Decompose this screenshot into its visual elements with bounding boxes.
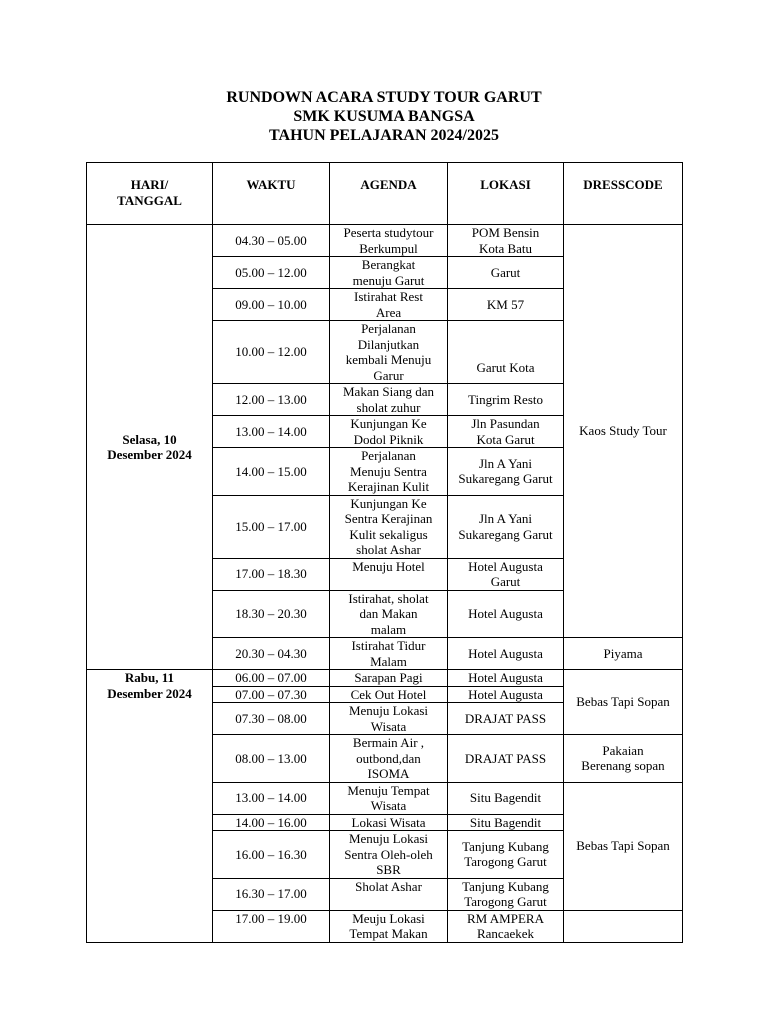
table-row (87, 670, 683, 687)
location-cell: Tanjung Kubang Tarogong Garut (448, 878, 564, 910)
header-agenda: AGENDA (330, 163, 448, 225)
agenda-cell: Meuju Lokasi Tempat Makan (330, 910, 448, 942)
time-cell: 12.00 – 13.00 (213, 384, 330, 416)
dresscode-cell (564, 910, 683, 942)
location-cell: Hotel Augusta (448, 686, 564, 703)
header-waktu: WAKTU (213, 163, 330, 225)
location-cell: POM Bensin Kota Batu (448, 225, 564, 257)
location-cell: Jln A Yani Sukaregang Garut (448, 448, 564, 496)
agenda-cell: Lokasi Wisata (330, 814, 448, 831)
time-cell: 05.00 – 12.00 (213, 257, 330, 289)
location-cell: Hotel Augusta (448, 670, 564, 687)
title-line-2: SMK KUSUMA BANGSA (293, 108, 475, 125)
day-cell (87, 225, 213, 670)
location-cell: RM AMPERA Rancaekek (448, 910, 564, 942)
time-cell: 13.00 – 14.00 (213, 782, 330, 814)
time-cell: 17.00 – 19.00 (213, 910, 330, 942)
agenda-cell: Cek Out Hotel (330, 686, 448, 703)
time-cell: 07.00 – 07.30 (213, 686, 330, 703)
day-text: Rabu, 11 Desember 2024 (107, 670, 192, 701)
location-cell: KM 57 (448, 289, 564, 321)
agenda-cell: Perjalanan Menuju Sentra Kerajinan Kulit (330, 448, 448, 496)
time-cell: 17.00 – 18.30 (213, 558, 330, 590)
dresscode-cell: Bebas Tapi Sopan (564, 670, 683, 735)
location-cell: Situ Bagendit (448, 782, 564, 814)
dresscode-cell: Pakaian Berenang sopan (564, 735, 683, 783)
agenda-cell: Makan Siang dan sholat zuhur (330, 384, 448, 416)
dresscode-cell: Kaos Study Tour (564, 225, 683, 638)
location-cell: Tingrim Resto (448, 384, 564, 416)
agenda-cell: Istirahat Rest Area (330, 289, 448, 321)
agenda-cell: Menuju Tempat Wisata (330, 782, 448, 814)
agenda-cell: Kunjungan Ke Sentra Kerajinan Kulit sekaligus sholat Ashar (330, 495, 448, 558)
header-hari-text: HARI/ TANGGAL (117, 177, 182, 208)
time-cell: 20.30 – 04.30 (213, 638, 330, 670)
agenda-cell: Sarapan Pagi (330, 670, 448, 687)
title-line-1: RUNDOWN ACARA STUDY TOUR GARUT (226, 89, 542, 106)
location-cell: DRAJAT PASS (448, 703, 564, 735)
header-row (87, 163, 683, 225)
time-cell: 13.00 – 14.00 (213, 416, 330, 448)
dresscode-cell: Piyama (564, 638, 683, 670)
location-cell: Garut Kota (448, 321, 564, 384)
time-cell: 07.30 – 08.00 (213, 703, 330, 735)
agenda-cell: Berangkat menuju Garut (330, 257, 448, 289)
title-line-3: TAHUN PELAJARAN 2024/2025 (269, 127, 499, 144)
time-cell: 08.00 – 13.00 (213, 735, 330, 783)
time-cell: 14.00 – 16.00 (213, 814, 330, 831)
header-dresscode: DRESSCODE (564, 163, 683, 225)
header-lokasi: LOKASI (448, 163, 564, 225)
location-cell: Hotel Augusta (448, 638, 564, 670)
agenda-cell: Istirahat Tidur Malam (330, 638, 448, 670)
location-cell: Hotel Augusta (448, 590, 564, 638)
time-cell: 06.00 – 07.00 (213, 670, 330, 687)
location-cell: DRAJAT PASS (448, 735, 564, 783)
location-cell: Situ Bagendit (448, 814, 564, 831)
time-cell: 14.00 – 15.00 (213, 448, 330, 496)
time-cell: 10.00 – 12.00 (213, 321, 330, 384)
agenda-cell: Bermain Air , outbond,dan ISOMA (330, 735, 448, 783)
dresscode-cell: Bebas Tapi Sopan (564, 782, 683, 910)
time-cell: 16.00 – 16.30 (213, 831, 330, 879)
document-title (0, 88, 768, 145)
location-cell: Garut (448, 257, 564, 289)
rundown-table (86, 162, 683, 943)
location-cell: Tanjung Kubang Tarogong Garut (448, 831, 564, 879)
agenda-cell: Istirahat, sholat dan Makan malam (330, 590, 448, 638)
table-row (87, 225, 683, 257)
time-cell: 15.00 – 17.00 (213, 495, 330, 558)
header-hari (87, 163, 213, 225)
location-cell: Hotel Augusta Garut (448, 558, 564, 590)
day-text: Selasa, 10 Desember 2024 (107, 431, 192, 462)
agenda-cell: Menuju Lokasi Wisata (330, 703, 448, 735)
day-cell (87, 670, 213, 943)
agenda-cell: Menuju Hotel (330, 558, 448, 590)
agenda-cell: Perjalanan Dilanjutkan kembali Menuju Garur (330, 321, 448, 384)
time-cell: 04.30 – 05.00 (213, 225, 330, 257)
time-cell: 18.30 – 20.30 (213, 590, 330, 638)
agenda-cell: Sholat Ashar (330, 878, 448, 910)
agenda-cell: Kunjungan Ke Dodol Piknik (330, 416, 448, 448)
time-cell: 16.30 – 17.00 (213, 878, 330, 910)
location-cell: Jln Pasundan Kota Garut (448, 416, 564, 448)
location-cell: Jln A Yani Sukaregang Garut (448, 495, 564, 558)
time-cell: 09.00 – 10.00 (213, 289, 330, 321)
agenda-cell: Peserta studytour Berkumpul (330, 225, 448, 257)
agenda-cell: Menuju Lokasi Sentra Oleh-oleh SBR (330, 831, 448, 879)
